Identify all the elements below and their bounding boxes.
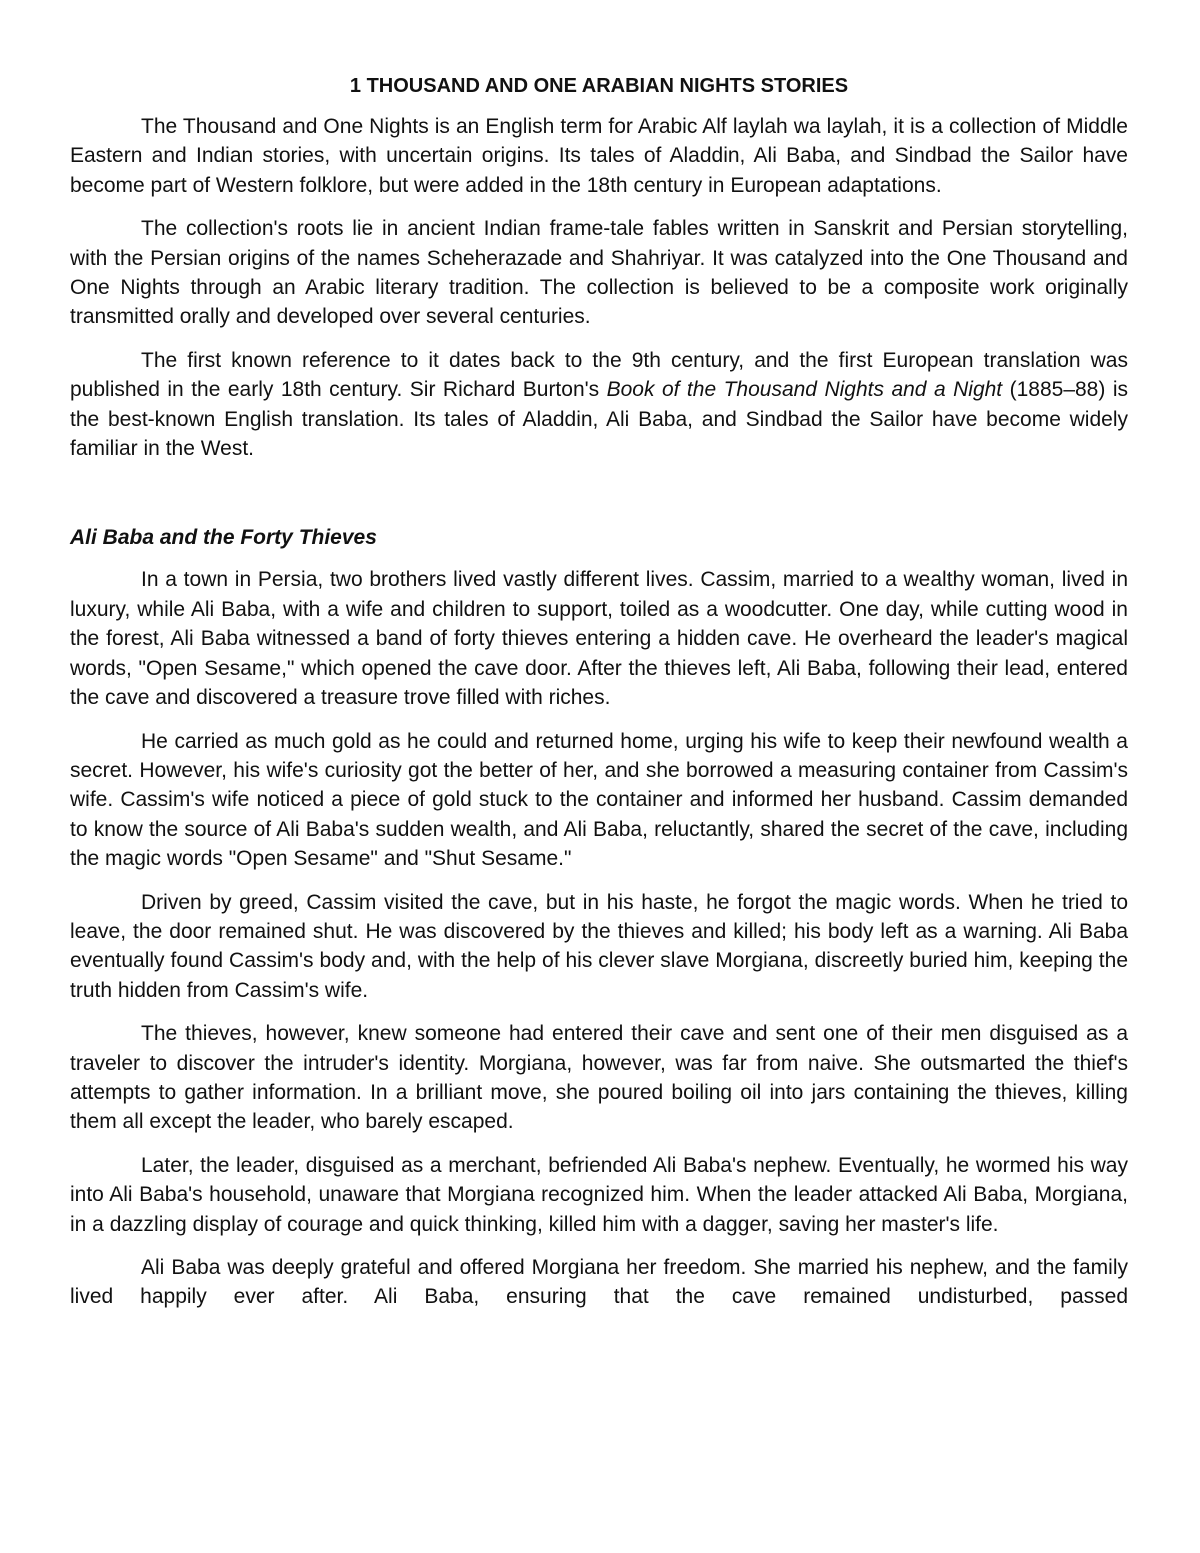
story-paragraph-6: Ali Baba was deeply grateful and offered Morgiana her freedom. She married his nephew, and the family lived happily ever after. Ali Baba, ensuring that the cave remained undisturbed, passed xyxy=(70,1256,1128,1309)
document-page xyxy=(70,72,1128,1326)
story-paragraph-3: Driven by greed, Cassim visited the cave, but in his haste, he forgot the magic words. When he tried to leave, the door remained shut. He was discovered by the thieves and killed; his body left as a warning. Ali Baba eventually found Cassim's body and, with the help of his clever slave Morgiana, discreetly buried him, keeping the truth hidden from Cassim's wife. xyxy=(70,890,1128,1002)
intro-p3-text-before: The first known reference to it dates back to the 9th century, and the first European translation was published in the early 18th century. Sir Richard Burton's xyxy=(70,348,1128,402)
intro-paragraph-1: The Thousand and One Nights is an English term for Arabic Alf laylah wa laylah, it is a collection of Middle Eastern and Indian stories, with uncertain origins. Its tales of Aladdin, Ali Baba, and Sindbad the Sailor have become part of Western folklore, but were added in the 18th century in European adaptations. xyxy=(70,115,1128,197)
story-paragraph-5: Later, the leader, disguised as a merchant, befriended Ali Baba's nephew. Eventually, he wormed his way into Ali Baba's household, unaware that Morgiana recognized him. When the leader attacked Ali Baba, Morgiana, in a dazzling display of courage and quick thinking, killed him with a dagger, saving her master's life. xyxy=(70,1153,1128,1236)
book-title: Book of the Thousand Nights and a Night xyxy=(606,378,1003,402)
document-title: 1 THOUSAND AND ONE ARABIAN NIGHTS STORIES xyxy=(349,75,849,97)
intro-p3-text-after: (1885–88) is the best-known English translation. Its tales of Aladdin, Ali Baba, and Sindbad the Sailor have become widely familiar in the West. xyxy=(70,378,1128,461)
section-spacer xyxy=(70,477,1128,523)
section-heading: Ali Baba and the Forty Thieves xyxy=(70,526,377,550)
story-paragraph-4: The thieves, however, knew someone had entered their cave and sent one of their men disguised as a traveler to discover the intruder's identity. Morgiana, however, was far from naive. She outsmarted the thief's attempts to gather information. In a brilliant move, she poured boiling oil into jars containing the thieves, killing them all except the leader, who barely escaped. xyxy=(70,1022,1128,1134)
intro-paragraph-2: The collection's roots lie in ancient Indian frame-tale fables written in Sanskrit and Persian storytelling, with the Persian origins of the names Scheherazade and Shahriyar. It was catalyzed into the One Thousand and One Nights through an Arabic literary tradition. The collection is believed to be a composite work originally transmitted orally and developed over several centuries. xyxy=(70,217,1128,329)
story-paragraph-1: In a town in Persia, two brothers lived vastly different lives. Cassim, married to a wealthy woman, lived in luxury, while Ali Baba, with a wife and children to support, toiled as a woodcutter. One day, while cutting wood in the forest, Ali Baba witnessed a band of forty thieves entering a hidden cave. He overheard the leader's magical words, "Open Sesame," which opened the cave door. After the thieves left, Ali Baba, following their lead, entered the cave and discovered a treasure trove filled with riches. xyxy=(70,568,1128,710)
story-paragraph-2: He carried as much gold as he could and returned home, urging his wife to keep their newfound wealth a secret. However, his wife's curiosity got the better of her, and she borrowed a measuring container from Cassim's wife. Cassim's wife noticed a piece of gold stuck to the container and informed her husband. Cassim demanded to know the source of Ali Baba's sudden wealth, and Ali Baba, reluctantly, shared the secret of the cave, including the magic words "Open Sesame" and "Shut Sesame." xyxy=(70,729,1128,871)
intro-paragraph-3 xyxy=(70,346,1128,464)
